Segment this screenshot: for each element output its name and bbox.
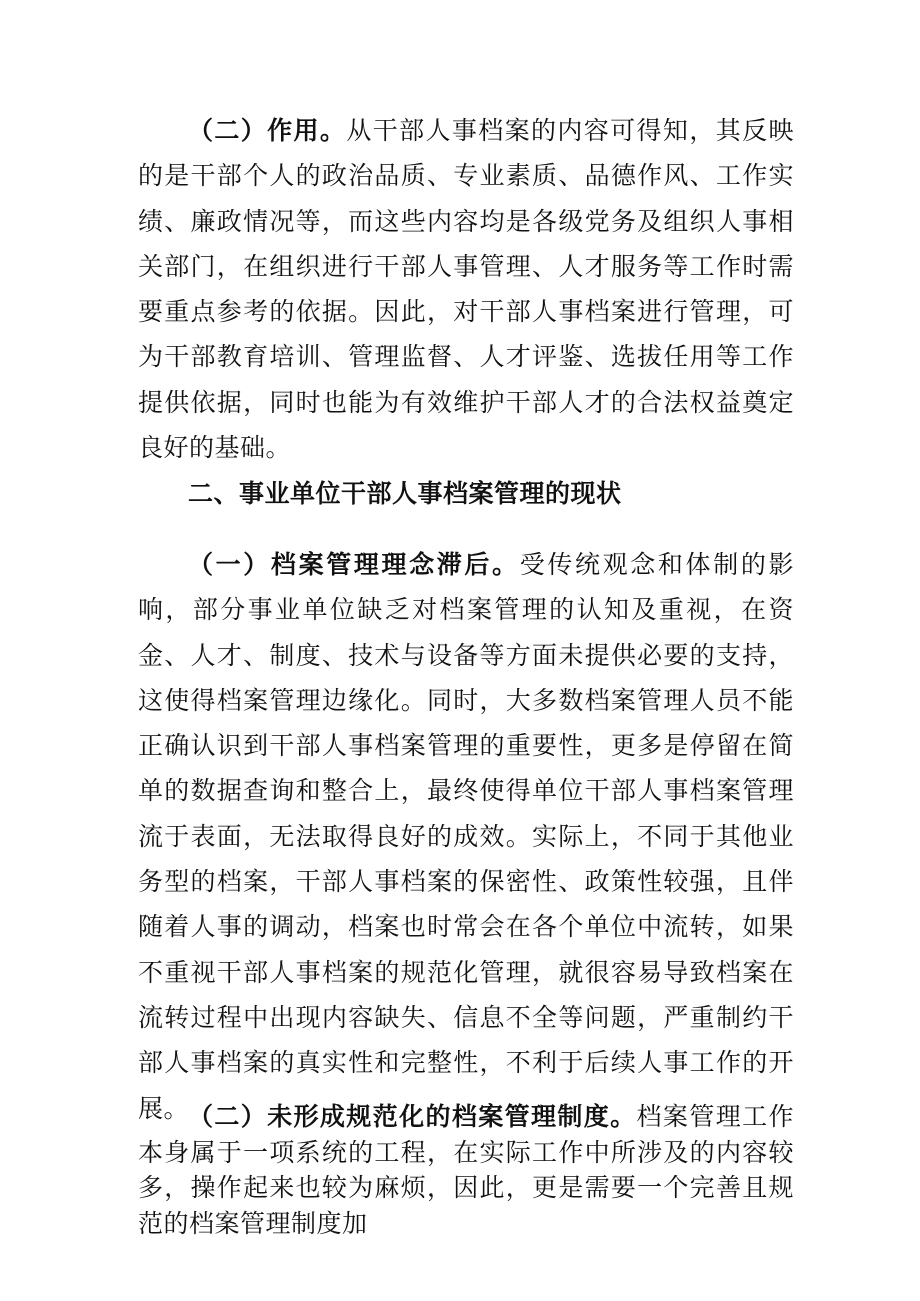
section-heading-status: 二、事业单位干部人事档案管理的现状: [188, 479, 622, 508]
paragraph-role: [138, 108, 794, 470]
paragraph-concept-lag: [138, 542, 794, 1131]
paragraph-body-role: 从干部人事档案的内容可得知，其反映的是干部个人的政治品质、专业素质、品德作风、工作实绩、廉政情况等，而这些内容均是各级党务及组织人事相关部门，在组织进行干部人事管理、人才服务等工作时需要重点参考的依据。因此，对干部人事档案进行管理，可为干部教育培训、管理监督、人才评鉴、选拔任用等工作提供依据，同时也能为有效维护干部人才的合法权益奠定良好的基础。: [138, 116, 794, 463]
paragraph-lead-role: （二）作用。: [188, 116, 347, 145]
paragraph-lead-concept-lag: （一）档案管理理念滞后。: [188, 550, 520, 579]
paragraph-no-standard-system: [138, 1099, 794, 1241]
paragraph-body-concept-lag: 受传统观念和体制的影响，部分事业单位缺乏对档案管理的认知及重视，在资金、人才、制度、技术与设备等方面未提供必要的支持，这使得档案管理边缘化。同时，大多数档案管理人员不能正确认识到干部人事档案管理的重要性，更多是停留在简单的数据查询和整合上，最终使得单位干部人事档案管理流于表面，无法取得良好的成效。实际上，不同于其他业务型的档案，干部人事档案的保密性、政策性较强，且伴随着人事的调动，档案也时常会在各个单位中流转，如果不重视干部人事档案的规范化管理，就很容易导致档案在流转过程中出现内容缺失、信息不全等问题，严重制约干部人事档案的真实性和完整性，不利于后续人事工作的开展。: [138, 550, 794, 1123]
paragraph-body-no-standard-system: 档案管理工作本身属于一项系统的工程，在实际工作中所涉及的内容较多，操作起来也较为麻烦，因此，更是需要一个完善且规范的档案管理制度加: [138, 1102, 794, 1238]
paragraph-lead-no-standard-system: （二）未形成规范化的档案管理制度。: [188, 1102, 637, 1131]
